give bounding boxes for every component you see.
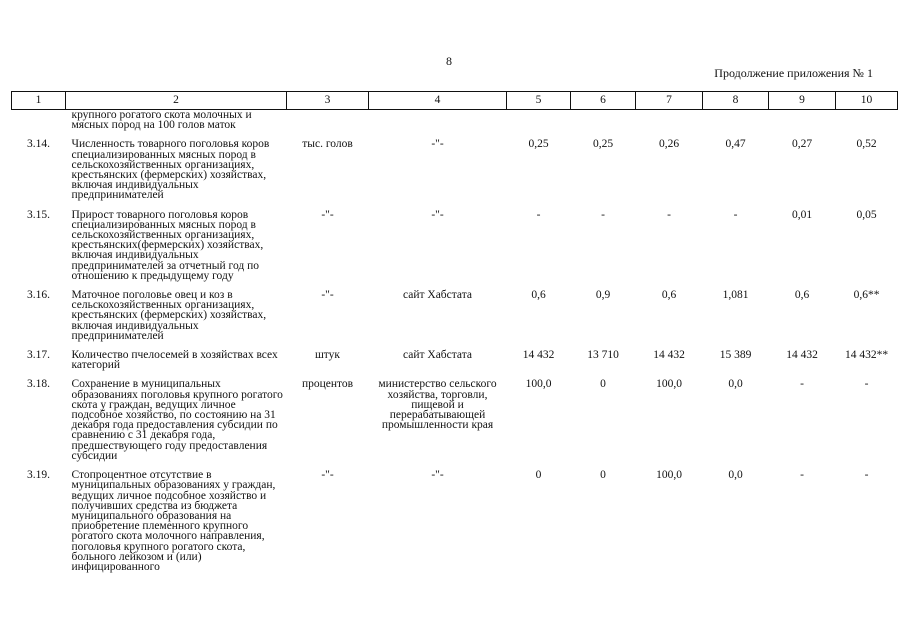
header-row bbox=[12, 92, 898, 110]
row-source: -"- bbox=[431, 138, 444, 151]
row-indicator: Количество пчелосемей в хозяйствах всех категорий bbox=[71, 349, 278, 372]
row-value-10: 14 432** bbox=[844, 349, 889, 362]
row-value-7: 0,6 bbox=[661, 289, 677, 302]
row-value-7: - bbox=[667, 208, 671, 221]
row-value-7: 100,0 bbox=[656, 469, 682, 482]
header-col-9: 9 bbox=[769, 92, 836, 110]
row-source: министерство сельского хозяйства, торговли, пищевой и перерабатывающей промышленности края bbox=[378, 378, 497, 432]
row-value-5: 0,6 bbox=[531, 289, 546, 302]
continuation-label: Продолжение приложения № 1 bbox=[714, 66, 873, 80]
row-number: 3.16. bbox=[27, 289, 50, 302]
row-value-10: - bbox=[864, 469, 869, 482]
table-row bbox=[12, 287, 898, 341]
row-value-8: - bbox=[733, 208, 738, 221]
row-value-6: 0 bbox=[600, 469, 606, 482]
row-unit: штук bbox=[314, 349, 341, 362]
row-value-7: 14 432 bbox=[653, 349, 685, 362]
row-value-8: 0,0 bbox=[728, 378, 743, 391]
row-number: 3.18. bbox=[27, 378, 50, 391]
row-value-10: 0,6** bbox=[853, 289, 880, 302]
header-col-6: 6 bbox=[571, 92, 636, 110]
row-value-9: 0,27 bbox=[791, 138, 813, 151]
row-value-6: 0,9 bbox=[595, 289, 611, 302]
header-col-3: 3 bbox=[287, 92, 369, 110]
row-indicator: Сохранение в муниципальных образованиях поголовья крупного рогатого скота у граждан, ведущих личное подсобное хозяйство, по состоянию на 31 декабря года предоставления субсидии по сравнению с 31 декабря года, предшествующего году предоставления субсидии bbox=[71, 378, 283, 462]
row-value-5: 14 432 bbox=[522, 349, 555, 362]
table-row bbox=[12, 467, 898, 572]
table-row bbox=[12, 376, 898, 461]
row-value-6: 0 bbox=[600, 378, 606, 391]
row-source: -"- bbox=[431, 469, 444, 482]
row-number: 3.19. bbox=[27, 469, 50, 482]
row-number: 3.17. bbox=[27, 349, 50, 362]
table-row bbox=[12, 207, 898, 281]
row-value-9: 0,01 bbox=[791, 208, 813, 221]
row-value-8: 15 389 bbox=[719, 349, 752, 362]
row-value-5: 0 bbox=[535, 469, 542, 482]
row-value-7: 0,26 bbox=[658, 138, 680, 151]
row-value-6: 13 710 bbox=[587, 349, 619, 362]
row-unit: процентов bbox=[301, 378, 354, 391]
header-col-4: 4 bbox=[369, 92, 507, 110]
header-col-8: 8 bbox=[703, 92, 769, 110]
page-number: 8 bbox=[446, 54, 452, 68]
header-col-5: 5 bbox=[507, 92, 571, 110]
row-indicator: Маточное поголовье овец и коз в сельскохозяйственных организациях, крестьянских (фермерских) хозяйствах, включая индивидуальных предпринимателей bbox=[71, 289, 267, 342]
carryover-row bbox=[12, 110, 898, 131]
header-col-2: 2 bbox=[66, 92, 287, 110]
row-value-9: - bbox=[800, 469, 804, 482]
row-number: 3.15. bbox=[27, 208, 50, 221]
row-value-9: 0,6 bbox=[794, 289, 810, 302]
indicator-table bbox=[11, 91, 898, 572]
row-value-10: - bbox=[864, 378, 869, 391]
row-value-9: - bbox=[800, 378, 804, 391]
row-unit: -"- bbox=[321, 469, 334, 482]
header-col-1: 1 bbox=[12, 92, 66, 110]
row-source: сайт Хабстата bbox=[402, 349, 472, 362]
row-value-5: - bbox=[536, 208, 541, 221]
table-row bbox=[12, 136, 898, 200]
header-col-7: 7 bbox=[636, 92, 703, 110]
row-unit: -"- bbox=[321, 289, 334, 302]
row-indicator: Прирост товарного поголовья коров специализированных мясных пород в сельскохозяйственных организациях, крестьянских(фермерских) хозяйствах, включая индивидуальных предпринимателей за отчетный год по отношению к предыдущему году bbox=[71, 208, 264, 282]
row-indicator: Численность товарного поголовья коров специализированных мясных пород в сельскохозяйственных организациях, крестьянских (фермерских) хозяйствах, включая индивидуальных предпринимателей bbox=[71, 138, 270, 202]
row-number: 3.14. bbox=[27, 138, 50, 151]
row-value-5: 100,0 bbox=[525, 378, 552, 391]
row-value-8: 0,0 bbox=[728, 469, 743, 482]
row-source: сайт Хабстата bbox=[402, 289, 472, 302]
row-value-10: 0,52 bbox=[856, 138, 877, 151]
row-unit: -"- bbox=[321, 208, 334, 221]
row-source: -"- bbox=[431, 208, 444, 221]
row-value-6: 0,25 bbox=[592, 138, 614, 151]
row-value-5: 0,25 bbox=[528, 138, 549, 151]
row-value-8: 1,081 bbox=[722, 289, 749, 302]
row-value-6: - bbox=[601, 208, 605, 221]
row-value-8: 0,47 bbox=[725, 138, 746, 151]
row-value-7: 100,0 bbox=[656, 378, 682, 391]
row-indicator: Стопроцентное отсутствие в муниципальных образованиях у граждан, ведущих личное подсобное хозяйство и получивших средства из бюджета муниципального образования на приобретение племенного крупного рогатого скота молочного направления, поголовья крупного рогатого скота, больного лейкозом и (или) инфицированного bbox=[71, 469, 276, 573]
row-value-9: 14 432 bbox=[786, 349, 818, 362]
row-value-10: 0,05 bbox=[856, 208, 877, 221]
row-unit: тыс. голов bbox=[302, 138, 353, 151]
carryover-text: крупного рогатого скота молочных и мясных пород на 100 голов маток bbox=[71, 109, 252, 132]
table-row bbox=[12, 347, 898, 370]
header-col-10: 10 bbox=[836, 92, 898, 110]
